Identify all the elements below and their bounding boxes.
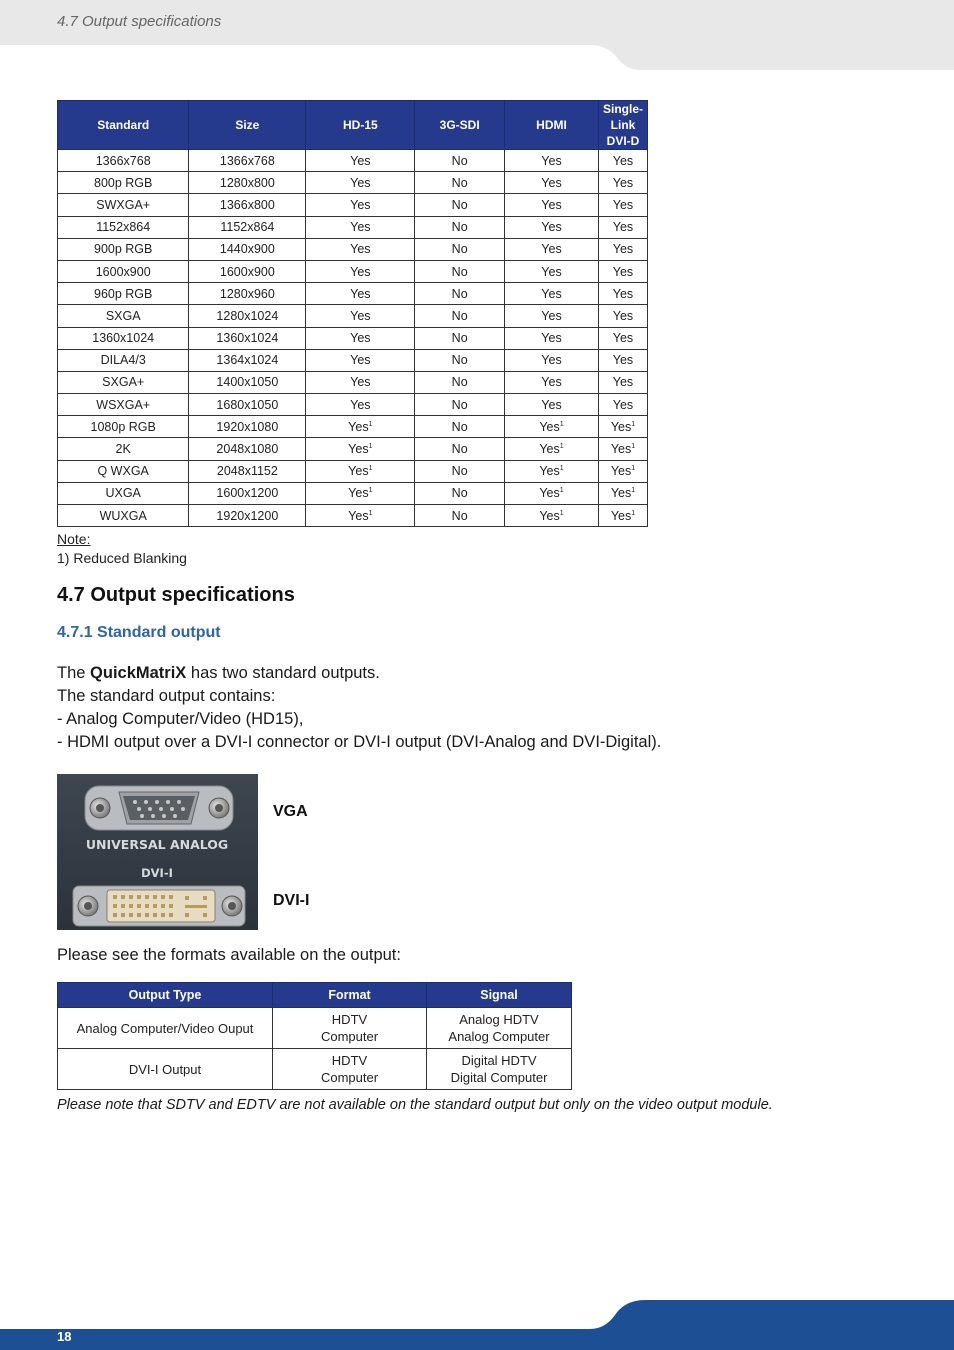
format-cell <box>273 1008 427 1049</box>
standard-cell: UXGA <box>58 482 189 504</box>
3gsdi-cell: No <box>415 172 505 194</box>
standard-cell: 1360x1024 <box>58 327 189 349</box>
size-cell: 1920x1200 <box>189 505 306 527</box>
hdmi-cell: Yes <box>505 260 599 282</box>
standard-cell: 1600x900 <box>58 260 189 282</box>
signal-cell <box>427 1008 572 1049</box>
col-standard: Standard <box>58 101 189 150</box>
format-line: Computer <box>320 1029 379 1044</box>
standard-cell: SXGA+ <box>58 371 189 393</box>
footnote-marker: 1 <box>631 443 636 451</box>
intro-prefix: The <box>57 664 91 682</box>
table-row <box>58 1049 572 1090</box>
dvi-connector <box>73 886 245 926</box>
panel-label-dvi: DVI-I <box>141 866 173 880</box>
dvid-cell: Yes <box>598 260 647 282</box>
standard-cell: 1366x768 <box>58 150 189 172</box>
hdmi-cell: Yes <box>505 349 599 371</box>
hd15-cell: Yes$^1$ <box>306 460 415 482</box>
hdmi-cell: Yes$^1$ <box>505 482 599 504</box>
size-cell: 1364x1024 <box>189 349 306 371</box>
3gsdi-cell: No <box>415 260 505 282</box>
standard-cell: SWXGA+ <box>58 194 189 216</box>
table-row <box>58 482 648 504</box>
footnote-marker: 1 <box>559 465 564 473</box>
dvid-cell: Yes <box>598 394 647 416</box>
footnote-marker: 1 <box>559 443 564 451</box>
hdmi-cell: Yes <box>505 238 599 260</box>
standard-cell: WUXGA <box>58 505 189 527</box>
hd15-cell: Yes$^1$ <box>306 505 415 527</box>
standard-cell: 1152x864 <box>58 216 189 238</box>
3gsdi-cell: No <box>415 238 505 260</box>
hdmi-cell: Yes$^1$ <box>505 438 599 460</box>
hd15-cell: Yes <box>306 216 415 238</box>
hd15-cell: Yes$^1$ <box>306 416 415 438</box>
size-cell: 1366x800 <box>189 194 306 216</box>
standard-cell: 900p RGB <box>58 238 189 260</box>
size-cell: 1360x1024 <box>189 327 306 349</box>
dvid-cell: Yes <box>598 238 647 260</box>
footnote-marker: 1 <box>559 509 564 517</box>
table-row <box>58 505 648 527</box>
resolution-table-body <box>58 150 648 527</box>
table-note <box>57 530 187 568</box>
footnote-marker: 1 <box>559 487 564 495</box>
hd15-cell: Yes <box>306 238 415 260</box>
standard-cell: 960p RGB <box>58 283 189 305</box>
table-row <box>58 172 648 194</box>
formats-intro: Please see the formats available on the output: <box>57 946 401 964</box>
size-cell: 2048x1080 <box>189 438 306 460</box>
hdmi-cell: Yes <box>505 305 599 327</box>
size-cell: 1280x960 <box>189 283 306 305</box>
dvid-cell: Yes <box>598 305 647 327</box>
table-row <box>58 416 648 438</box>
dvid-cell: Yes <box>598 150 647 172</box>
hdmi-cell: Yes$^1$ <box>505 460 599 482</box>
footnote-marker: 1 <box>368 509 373 517</box>
dvid-cell: Yes$^1$ <box>598 460 647 482</box>
hd15-cell: Yes <box>306 194 415 216</box>
table-row <box>58 1008 572 1049</box>
3gsdi-cell: No <box>415 482 505 504</box>
table-row <box>58 394 648 416</box>
table-header-row <box>58 101 648 150</box>
table-row <box>58 260 648 282</box>
signal-cell <box>427 1049 572 1090</box>
hdmi-cell: Yes <box>505 394 599 416</box>
dvid-cell: Yes <box>598 371 647 393</box>
dvid-cell: Yes <box>598 327 647 349</box>
output-format-table <box>57 982 572 1090</box>
standard-cell: 800p RGB <box>58 172 189 194</box>
format-line: HDTV <box>331 1012 368 1027</box>
3gsdi-cell: No <box>415 438 505 460</box>
hd15-cell: Yes <box>306 150 415 172</box>
size-cell: 1280x1024 <box>189 305 306 327</box>
footnote-marker: 1 <box>631 465 636 473</box>
3gsdi-cell: No <box>415 416 505 438</box>
signal-line: Analog HDTV <box>459 1012 539 1027</box>
footnote-marker: 1 <box>631 509 636 517</box>
intro-paragraph <box>57 662 661 754</box>
table-row <box>58 305 648 327</box>
product-name: QuickMatriX <box>90 664 187 682</box>
col-signal: Signal <box>427 983 572 1008</box>
hd15-cell: Yes <box>306 371 415 393</box>
size-cell: 1920x1080 <box>189 416 306 438</box>
intro-line-4: - HDMI output over a DVI-I connector or DVI-I output (DVI-Analog and DVI-Digital). <box>57 733 662 751</box>
col-single-link-line2: DVI-D <box>606 134 640 148</box>
dvid-cell: Yes <box>598 216 647 238</box>
resolution-support-table <box>57 100 648 527</box>
hd15-cell: Yes <box>306 172 415 194</box>
footnote-marker: 1 <box>368 465 373 473</box>
dvid-cell: Yes <box>598 194 647 216</box>
3gsdi-cell: No <box>415 327 505 349</box>
size-cell: 1600x900 <box>189 260 306 282</box>
dvid-cell: Yes$^1$ <box>598 416 647 438</box>
table-row <box>58 150 648 172</box>
size-cell: 1680x1050 <box>189 394 306 416</box>
table-row <box>58 327 648 349</box>
hdmi-cell: Yes <box>505 194 599 216</box>
vga-connector <box>85 786 233 830</box>
size-cell: 1366x768 <box>189 150 306 172</box>
page-footer-bar <box>0 1300 954 1350</box>
footnote-marker: 1 <box>559 420 564 428</box>
hdmi-cell: Yes <box>505 216 599 238</box>
dvid-cell: Yes$^1$ <box>598 505 647 527</box>
table-row <box>58 283 648 305</box>
hdmi-cell: Yes <box>505 150 599 172</box>
note-item: 1) Reduced Blanking <box>57 550 187 566</box>
table-row <box>58 438 648 460</box>
hd15-cell: Yes <box>306 327 415 349</box>
hdmi-cell: Yes$^1$ <box>505 505 599 527</box>
format-line: HDTV <box>331 1053 368 1068</box>
hdmi-cell: Yes <box>505 172 599 194</box>
standard-cell: SXGA <box>58 305 189 327</box>
standard-cell: DILA4/3 <box>58 349 189 371</box>
hdmi-cell: Yes <box>505 283 599 305</box>
vga-label: VGA <box>273 803 308 820</box>
dvid-cell: Yes <box>598 172 647 194</box>
standard-cell: WSXGA+ <box>58 394 189 416</box>
3gsdi-cell: No <box>415 305 505 327</box>
signal-line: Digital Computer <box>450 1070 548 1085</box>
output-type-cell: DVI-I Output <box>58 1049 273 1090</box>
hd15-cell: Yes <box>306 260 415 282</box>
section-heading: 4.7 Output specifications <box>57 584 295 606</box>
availability-note: Please note that SDTV and EDTV are not available on the standard output but only on the video output module. <box>57 1097 773 1113</box>
table-row <box>58 460 648 482</box>
table-row <box>58 238 648 260</box>
footnote-marker: 1 <box>368 487 373 495</box>
note-label: Note: <box>57 531 91 547</box>
dvid-cell: Yes$^1$ <box>598 482 647 504</box>
hd15-cell: Yes <box>306 349 415 371</box>
subsection-heading: 4.7.1 Standard output <box>57 624 221 641</box>
signal-line: Digital HDTV <box>461 1053 537 1068</box>
3gsdi-cell: No <box>415 460 505 482</box>
standard-cell: 1080p RGB <box>58 416 189 438</box>
table-row <box>58 371 648 393</box>
size-cell: 1440x900 <box>189 238 306 260</box>
col-single-link-dvid <box>598 101 647 150</box>
intro-line-3: - Analog Computer/Video (HD15), <box>57 710 304 728</box>
hd15-cell: Yes <box>306 305 415 327</box>
3gsdi-cell: No <box>415 194 505 216</box>
hdmi-cell: Yes$^1$ <box>505 416 599 438</box>
hd15-cell: Yes$^1$ <box>306 482 415 504</box>
col-size: Size <box>189 101 306 150</box>
3gsdi-cell: No <box>415 349 505 371</box>
format-header-row <box>58 983 572 1008</box>
table-row <box>58 194 648 216</box>
size-cell: 1400x1050 <box>189 371 306 393</box>
page-number: 18 <box>57 1329 72 1344</box>
running-header: 4.7 Output specifications <box>57 13 222 30</box>
hdmi-cell: Yes <box>505 327 599 349</box>
intro-line-2: The standard output contains: <box>57 687 276 705</box>
col-output-type: Output Type <box>58 983 273 1008</box>
hd15-cell: Yes <box>306 394 415 416</box>
intro-line-1 <box>57 662 661 685</box>
dvid-cell: Yes <box>598 283 647 305</box>
col-hdmi: HDMI <box>505 101 599 150</box>
footnote-marker: 1 <box>368 443 373 451</box>
size-cell: 1280x800 <box>189 172 306 194</box>
3gsdi-cell: No <box>415 394 505 416</box>
footnote-marker: 1 <box>368 420 373 428</box>
3gsdi-cell: No <box>415 150 505 172</box>
hd15-cell: Yes <box>306 283 415 305</box>
standard-cell: Q WXGA <box>58 460 189 482</box>
format-cell <box>273 1049 427 1090</box>
3gsdi-cell: No <box>415 283 505 305</box>
col-3gsdi: 3G-SDI <box>415 101 505 150</box>
format-line: Computer <box>320 1070 379 1085</box>
standard-cell: 2K <box>58 438 189 460</box>
hdmi-cell: Yes <box>505 371 599 393</box>
3gsdi-cell: No <box>415 505 505 527</box>
intro-suffix: has two standard outputs. <box>186 664 380 682</box>
dvi-i-label: DVI-I <box>273 892 310 909</box>
connector-panel-image <box>57 774 258 930</box>
output-type-cell: Analog Computer/Video Ouput <box>58 1008 273 1049</box>
panel-label-universal-analog: UNIVERSAL ANALOG <box>85 837 229 852</box>
hd15-cell: Yes$^1$ <box>306 438 415 460</box>
signal-line: Analog Computer <box>448 1029 550 1044</box>
col-format: Format <box>273 983 427 1008</box>
size-cell: 2048x1152 <box>189 460 306 482</box>
size-cell: 1600x1200 <box>189 482 306 504</box>
table-row <box>58 349 648 371</box>
page-header-bar <box>0 0 954 70</box>
footnote-marker: 1 <box>631 420 636 428</box>
3gsdi-cell: No <box>415 216 505 238</box>
col-hd15: HD-15 <box>306 101 415 150</box>
col-single-link-line1: Single-Link <box>602 102 643 132</box>
dvid-cell: Yes$^1$ <box>598 438 647 460</box>
footnote-marker: 1 <box>631 487 636 495</box>
3gsdi-cell: No <box>415 371 505 393</box>
table-row <box>58 216 648 238</box>
dvid-cell: Yes <box>598 349 647 371</box>
size-cell: 1152x864 <box>189 216 306 238</box>
